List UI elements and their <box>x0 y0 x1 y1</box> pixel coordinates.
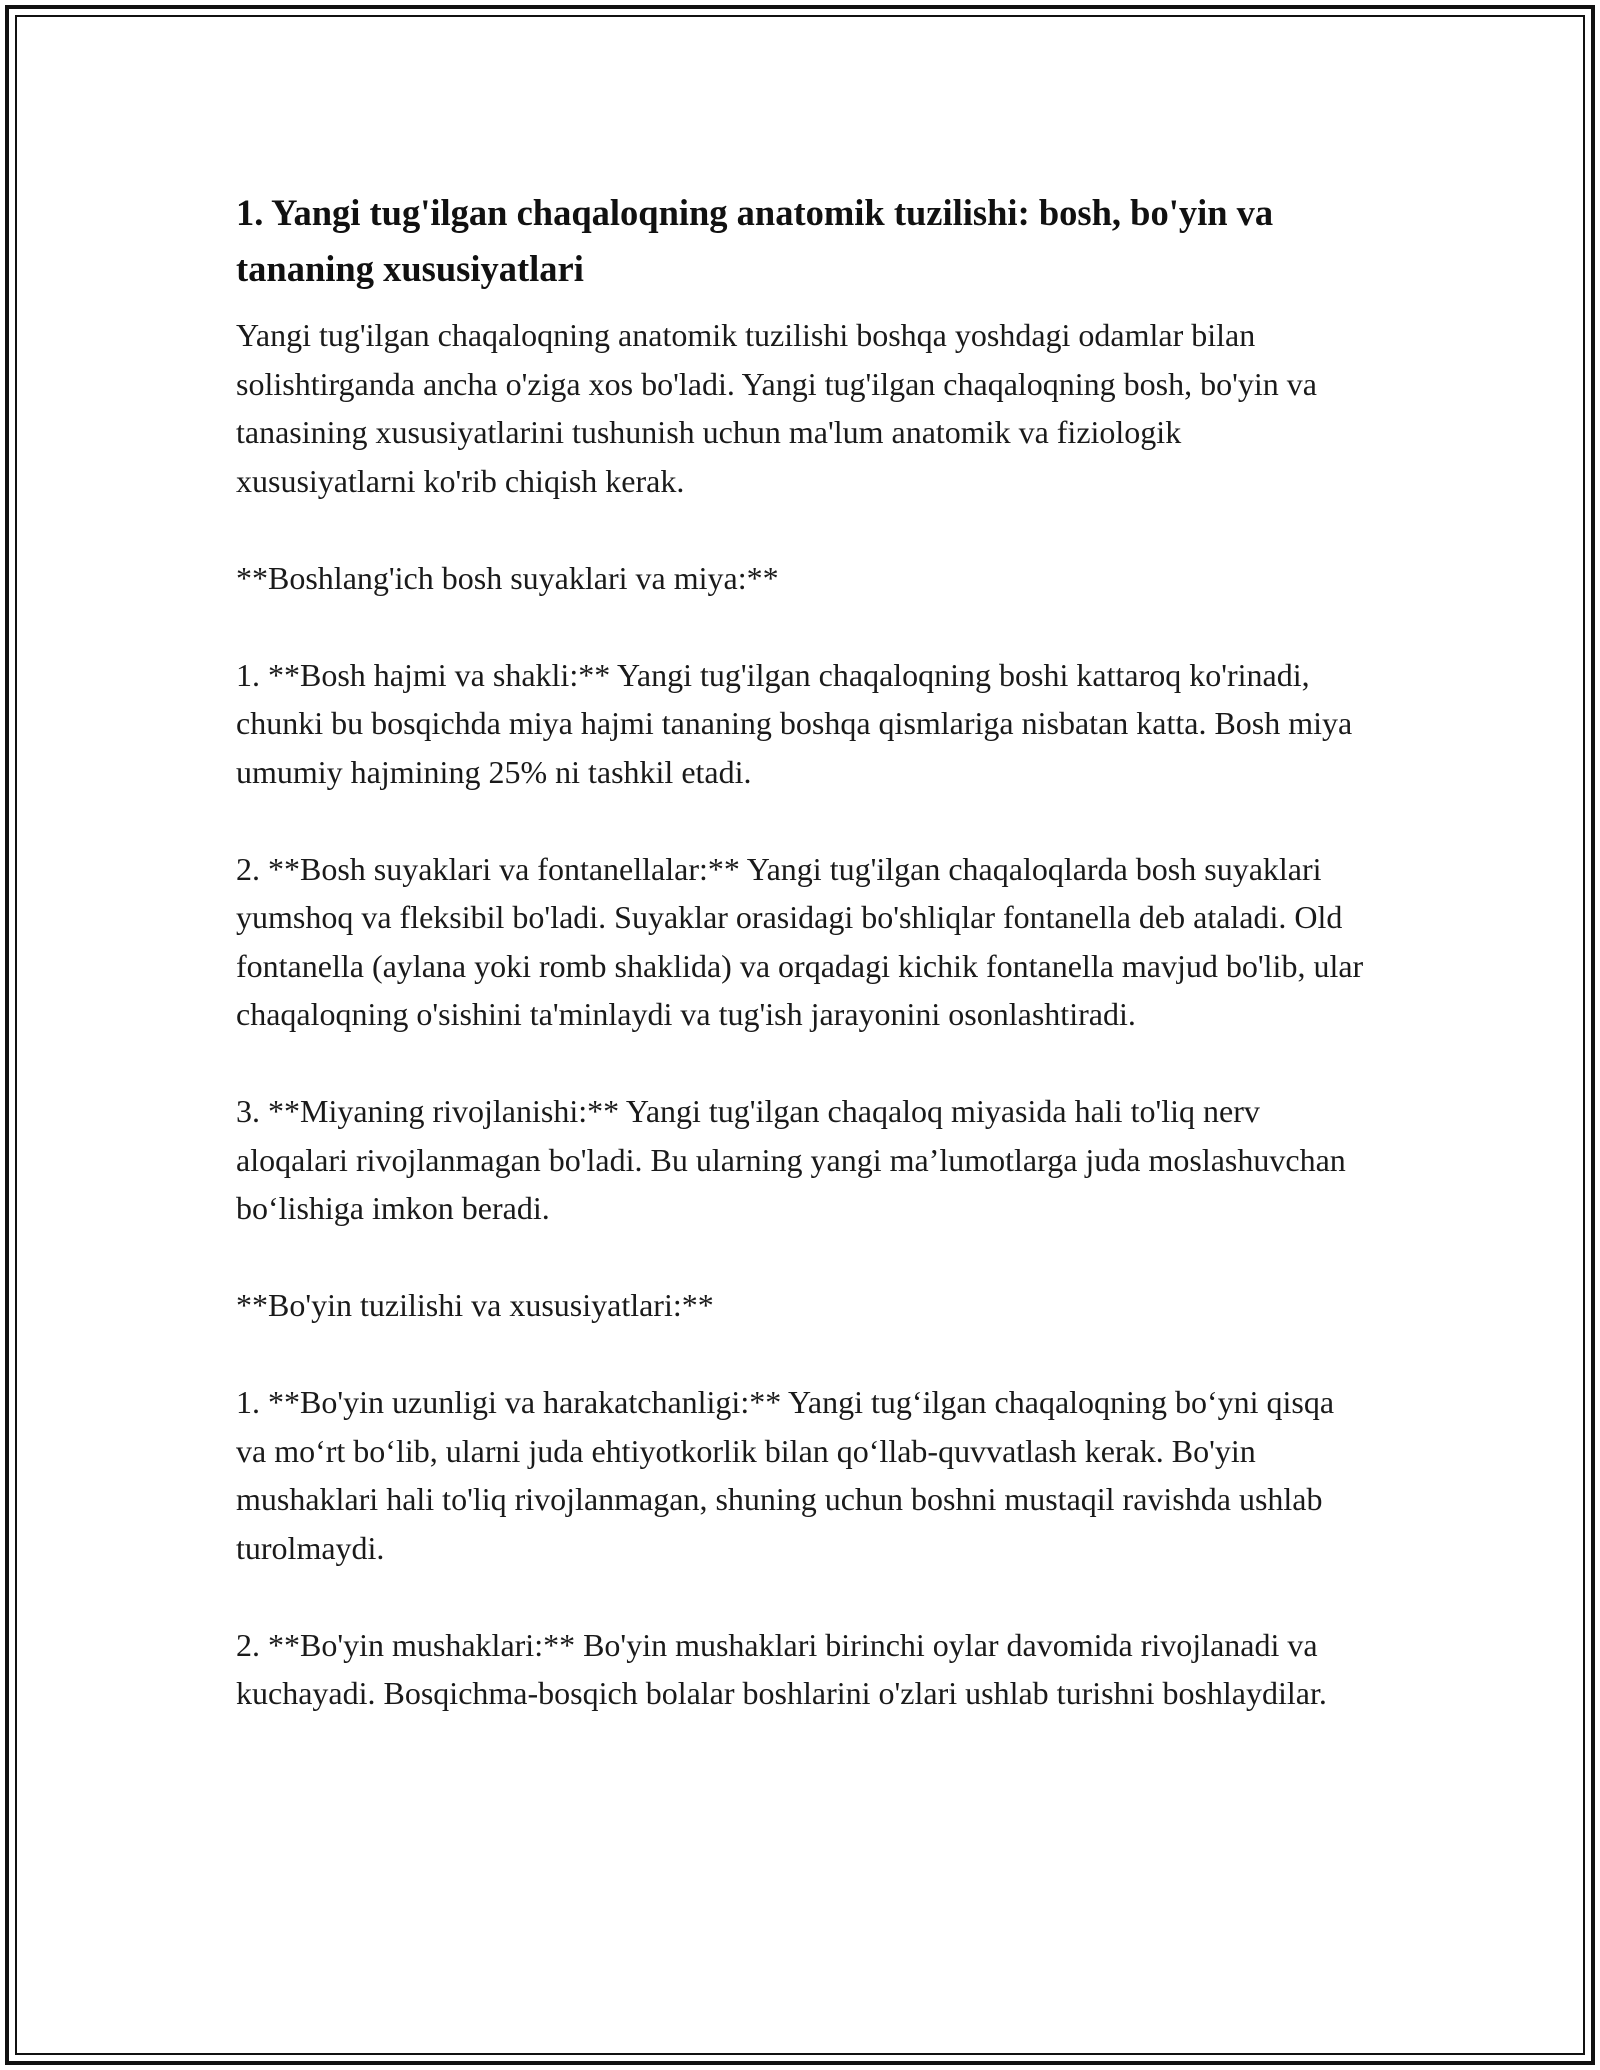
list-item-neck-muscles: 2. **Bo'yin mushaklari:** Bo'yin mushaklari birinchi oylar davomida rivojlanadi va kuchayadi. Bosqichma-bosqich bolalar boshlarini o'zlari ushlab turishni boshlaydilar. <box>236 1626 1327 1711</box>
document-body <box>236 185 1366 1766</box>
subheading-head-bones: **Boshlang'ich bosh suyaklari va miya:** <box>236 559 779 596</box>
list-item-fontanelles: 2. **Bosh suyaklari va fontanellalar:** Yangi tug'ilgan chaqaloqlarda bosh suyaklari yumshoq va fleksibil bo'ladi. Suyaklar orasidagi bo'shliqlar fontanella deb ataladi. Old fontanella (aylana yoki romb shaklida) va orqadagi kichik fontanella mavjud bo'lib, ular chaqaloqning o'sishini ta'minlaydi va tug'ish jarayonini osonlashtiradi. <box>236 850 1364 1032</box>
intro-paragraph: Yangi tug'ilgan chaqaloqning anatomik tuzilishi boshqa yoshdagi odamlar bilan solishtirganda ancha o'ziga xos bo'ladi. Yangi tug'ilgan chaqaloqning bosh, bo'yin va tanasining xususiyatlarini tushunish uchun ma'lum anatomik va fiziologik xususiyatlarni ko'rib chiqish kerak. <box>236 317 1317 499</box>
section-heading: 1. Yangi tug'ilgan chaqaloqning anatomik tuzilishi: bosh, bo'yin va tananing xususiyatlari <box>236 192 1274 289</box>
subheading-neck: **Bo'yin tuzilishi va xususiyatlari:** <box>236 1287 714 1323</box>
list-item-neck-length: 1. **Bo'yin uzunligi va harakatchanligi:** Yangi tug‘ilgan chaqaloqning bo‘yni qisqa va mo‘rt bo‘lib, ularni juda ehtiyotkorlik bilan qo‘llab-quvvatlash kerak. Bo'yin mushaklari hali to'liq rivojlanmagan, shuning uchun boshni mustaqil ravishda ushlab turolmaydi. <box>236 1384 1335 1566</box>
list-item-head-size: 1. **Bosh hajmi va shakli:** Yangi tug'ilgan chaqaloqning boshi kattaroq ko'rinadi, chunki bu bosqichda miya hajmi tananing boshqa qismlariga nisbatan katta. Bosh miya umumiy hajmining 25% ni tashkil etadi. <box>236 656 1353 790</box>
list-item-brain-development: 3. **Miyaning rivojlanishi:** Yangi tug'ilgan chaqaloq miyasida hali to'liq nerv aloqalari rivojlanmagan bo'ladi. Bu ularning yangi ma’lumotlarga juda moslashuvchan bo‘lishiga imkon beradi. <box>236 1093 1346 1226</box>
